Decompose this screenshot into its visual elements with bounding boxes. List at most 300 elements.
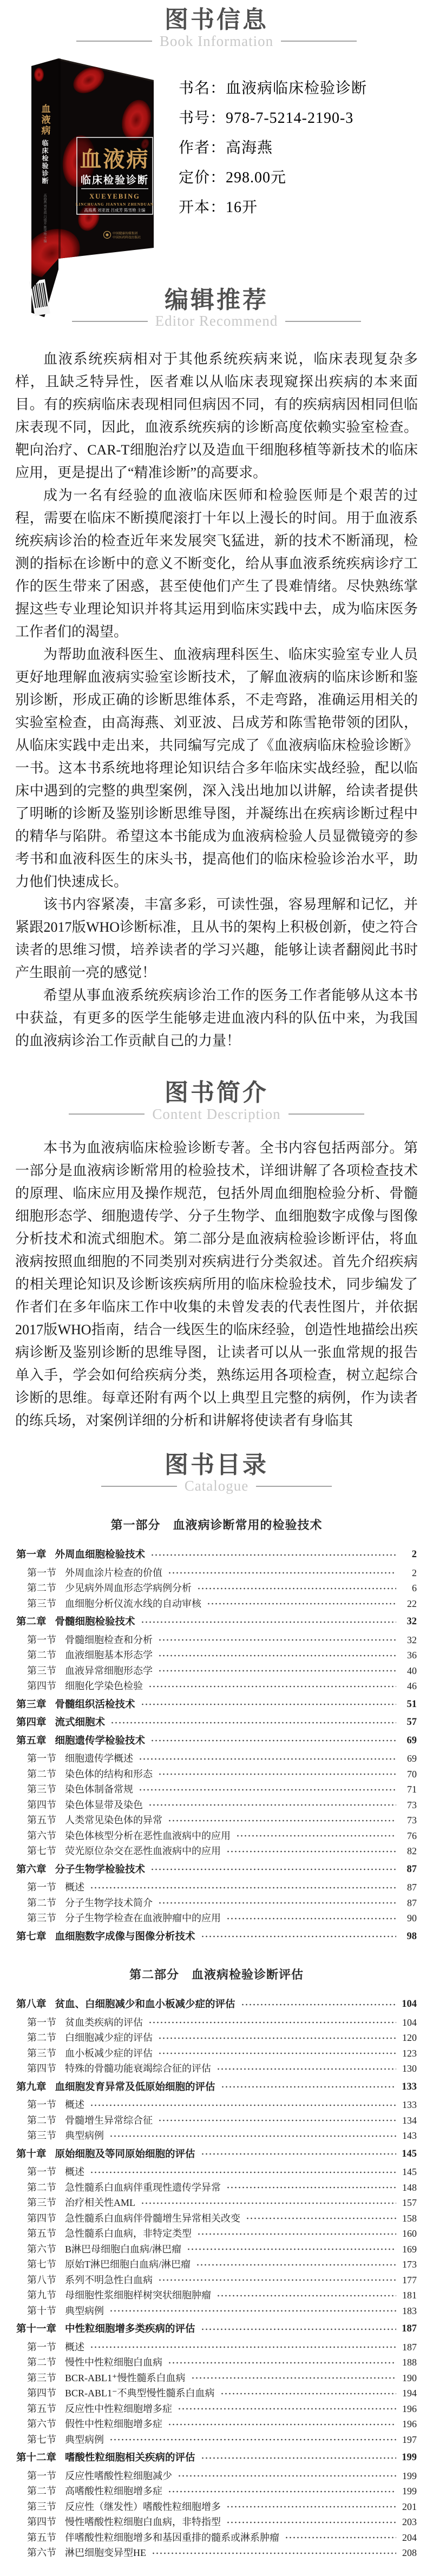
toc-dot-leader bbox=[220, 2388, 396, 2399]
toc-entry-page: 148 bbox=[402, 2182, 417, 2193]
toc-entry-label: 第二节 bbox=[27, 2114, 56, 2126]
toc-entry-page: 158 bbox=[402, 2212, 417, 2224]
toc-entry-title: 嗜酸性粒细胞相关疾病的评估 bbox=[65, 2452, 195, 2463]
toc-entry-title: 母细胞性浆细胞样树突状细胞肿瘤 bbox=[65, 2290, 211, 2301]
toc-entry-label: 第四节 bbox=[27, 2516, 56, 2528]
toc-dot-leader bbox=[150, 1864, 396, 1875]
toc-entry-page: 196 bbox=[402, 2419, 417, 2430]
toc-entry bbox=[16, 1929, 417, 1945]
toc-entry bbox=[16, 2164, 417, 2180]
toc-entry-page: 157 bbox=[402, 2197, 417, 2209]
toc-dot-leader bbox=[158, 2048, 396, 2059]
toc-entry bbox=[16, 2514, 417, 2530]
toc-dot-leader bbox=[152, 2548, 396, 2559]
toc-dot-leader bbox=[201, 2149, 396, 2159]
paragraph: 该书内容紧凑，丰富多彩，可读性强，容易理解和记忆，并紧跟2017版WHO诊断标准，且从书的架构上积极创新，使之符合读者的思维习惯，培养读者的学习兴趣，能够让读者翻阅此书时产生眼前一亮的感觉！ bbox=[15, 897, 418, 981]
toc-dot-leader bbox=[168, 2419, 396, 2430]
toc-entry-label: 第二节 bbox=[27, 1583, 56, 1594]
toc-entry-page: 87 bbox=[406, 1863, 417, 1875]
toc-entry bbox=[16, 2079, 417, 2095]
toc-entry bbox=[16, 2355, 417, 2370]
paragraph: 成为一名有经验的血液临床医师和检验医师是个艰苦的过程，需要在临床不断摸爬滚打十年以上漫长的时间。用于血液系统疾病诊治的检查近年来发展突飞猛进，新的技术不断涌现，检测的指标在诊断中的意义不断变化，给从事血液系统疾病诊疗工作的医生带来了困惑，甚至使他们产生了畏难情绪。尽快熟练掌握这些专业理论知识并将其运用到临床实践中去，成为临床医务工作者们的渴望。 bbox=[15, 487, 418, 640]
toc-entry-page: 190 bbox=[402, 2372, 417, 2383]
toc-entry bbox=[16, 2211, 417, 2226]
toc-entry-title: 染色体制备常规 bbox=[65, 1784, 133, 1795]
toc-entry-page: 22 bbox=[407, 1598, 417, 1609]
toc-entry-label: 第三节 bbox=[27, 2197, 56, 2209]
toc-entry-label: 第五节 bbox=[27, 2228, 56, 2239]
toc-dot-leader bbox=[158, 2275, 396, 2285]
toc-entry bbox=[16, 1596, 417, 1612]
catalogue-part-1-list bbox=[16, 1547, 417, 1944]
toc-entry-title: 外周血细胞检验技术 bbox=[55, 1549, 146, 1560]
toc-entry-page: 73 bbox=[407, 1815, 417, 1826]
toc-entry bbox=[16, 2416, 417, 2432]
toc-entry-label: 第八节 bbox=[27, 2274, 56, 2285]
toc-entry-title: 高嗜酸性粒细胞增多症 bbox=[65, 2486, 162, 2497]
toc-entry-label: 第三节 bbox=[27, 1598, 56, 1609]
toc-entry-title: 反应性（继发性）嗜酸性粒细胞增多 bbox=[65, 2501, 221, 2512]
toc-entry-page: 104 bbox=[402, 1999, 417, 2010]
toc-entry-label: 第二节 bbox=[27, 2486, 56, 2497]
toc-entry-title: 血细胞分析仪流水线的自动审核 bbox=[65, 1598, 201, 1609]
toc-entry-title: 概述 bbox=[65, 2099, 84, 2111]
book-field: 开本：16开 bbox=[179, 199, 258, 216]
catalogue-subtitle-row bbox=[0, 1478, 433, 1494]
toc-entry-page: 130 bbox=[402, 2063, 417, 2074]
toc-entry-title: 慢性嗜酸性粒细胞白血病，非特指型 bbox=[65, 2516, 221, 2528]
toc-entry-label: 第六节 bbox=[27, 2547, 56, 2559]
toc-entry-title: 骨髓增生异常综合征 bbox=[65, 2114, 153, 2126]
toc-entry bbox=[16, 1997, 417, 2012]
toc-entry-label: 第一节 bbox=[27, 2341, 56, 2353]
toc-entry-page: 133 bbox=[402, 2081, 417, 2092]
toc-entry-title: 外周血涂片检查的价值 bbox=[65, 1567, 162, 1578]
toc-entry-label: 第四节 bbox=[27, 1799, 56, 1810]
publisher-line-1: 中国健康传媒集团 bbox=[113, 232, 138, 235]
toc-entry-page: 160 bbox=[402, 2228, 417, 2239]
toc-entry-label: 第六节 bbox=[27, 1830, 56, 1841]
toc-dot-leader bbox=[148, 1800, 396, 1810]
toc-dot-leader bbox=[110, 1717, 396, 1728]
toc-dot-leader bbox=[191, 2373, 396, 2383]
toc-entry-title: 人类常见染色体的异常 bbox=[65, 1815, 162, 1826]
book-fields bbox=[179, 74, 367, 222]
toc-entry-page: 199 bbox=[402, 2486, 417, 2497]
toc-entry bbox=[16, 2450, 417, 2466]
toc-entry-page: 133 bbox=[402, 2099, 417, 2111]
publisher-line-2: 中国医药科技出版社 bbox=[113, 236, 141, 240]
toc-entry bbox=[16, 2226, 417, 2242]
toc-dot-leader bbox=[90, 1882, 396, 1893]
toc-entry-page: 2 bbox=[411, 1549, 417, 1560]
toc-entry-label: 第三节 bbox=[27, 2501, 56, 2512]
toc-entry bbox=[16, 1547, 417, 1563]
toc-entry bbox=[16, 1862, 417, 1877]
toc-entry-title: 骨髓细胞检验技术 bbox=[55, 1616, 135, 1628]
toc-entry-page: 87 bbox=[407, 1882, 417, 1893]
toc-entry-label: 第二节 bbox=[27, 1897, 56, 1908]
toc-entry-page: 2 bbox=[412, 1567, 417, 1578]
toc-entry-page: 87 bbox=[407, 1897, 417, 1908]
book-cover-art bbox=[25, 57, 159, 331]
toc-entry-page: 70 bbox=[407, 1768, 417, 1780]
toc-dot-leader bbox=[90, 2167, 396, 2178]
cover-pinyin-1: XUEYEBING bbox=[89, 192, 140, 200]
book-field: 书名：血液病临床检验诊断 bbox=[179, 80, 368, 97]
toc-dot-leader bbox=[158, 1650, 396, 1661]
catalogue-title-cn: 图书目录 bbox=[165, 1451, 268, 1478]
toc-entry-label: 第二节 bbox=[27, 1768, 56, 1780]
toc-entry-title: 染色体核型分析在恶性血液病中的应用 bbox=[65, 1830, 231, 1841]
toc-entry-label: 第三节 bbox=[27, 1665, 56, 1676]
toc-dot-leader bbox=[187, 2244, 396, 2255]
toc-entry bbox=[16, 1880, 417, 1895]
toc-entry-title: 反应性嗜酸性粒细胞减少 bbox=[65, 2470, 172, 2481]
toc-entry-page: 173 bbox=[402, 2259, 417, 2270]
toc-entry-title: 血液异常细胞形态学 bbox=[65, 1665, 153, 1676]
toc-entry-label: 第一节 bbox=[27, 1634, 56, 1645]
toc-entry bbox=[16, 2030, 417, 2046]
toc-dot-leader bbox=[201, 2453, 396, 2463]
toc-entry-title: 概述 bbox=[65, 1882, 84, 1893]
cover-subtitle: 临床检验诊断 bbox=[80, 174, 149, 186]
spine-authors: 高海燕 刘亚波 吕成芳 陈雪艳 主编 bbox=[43, 193, 46, 243]
toc-dot-leader bbox=[139, 1784, 396, 1795]
toc-entry-title: 原始T淋巴细胞白血病/淋巴瘤 bbox=[65, 2259, 191, 2270]
toc-entry-title: 白细胞减少症的评估 bbox=[65, 2032, 153, 2044]
toc-entry-label: 第五节 bbox=[27, 1815, 56, 1826]
toc-entry-label: 第一章 bbox=[16, 1549, 47, 1560]
toc-dot-leader bbox=[158, 2033, 396, 2044]
paragraph: 为帮助血液科医生、血液病理科医生、临床实验室专业人员更好地理解血液病实验室诊断技术，了解血液病的临床诊断和鉴别诊断，形成正确的诊断思维体系，不走弯路，准确运用相关的实验室检查，由高海燕、刘亚波、吕成芳和陈雪艳带领的团队，从临床实践中走出来，共同编写完成了《血液病临床检验诊断》一书。这本书系统地将理论知识结合多年临床实战经验，配以临床中遇到的完整的典型案例，深入浅出地加以讲解，给读者提供了明晰的诊断及鉴别诊断思维导图，并凝练出在疾病诊断过程中的精华与陷阱。希望这本书能成为血液病检验人员显微镜旁的参考书和血液科医生的床头书，提高他们的临床检验诊治水平，助力他们快速成长。 bbox=[15, 647, 418, 890]
toc-entry-title: 荧光原位杂交在恶性血液病中的应用 bbox=[65, 1846, 221, 1857]
toc-entry bbox=[16, 2128, 417, 2144]
toc-entry-label: 第八章 bbox=[16, 1998, 47, 2010]
content-description-paragraphs bbox=[15, 1137, 418, 1432]
toc-entry-title: 中性粒细胞增多类疾病的评估 bbox=[65, 2323, 195, 2335]
toc-entry-page: 204 bbox=[402, 2532, 417, 2543]
toc-entry-label: 第四节 bbox=[27, 2388, 56, 2399]
toc-dot-leader bbox=[141, 1699, 396, 1710]
toc-entry bbox=[16, 2061, 417, 2077]
toc-entry-title: 概述 bbox=[65, 2166, 84, 2178]
toc-dot-leader bbox=[226, 1846, 396, 1857]
toc-entry bbox=[16, 1751, 417, 1767]
toc-entry-title: 血液细胞基本形态学 bbox=[65, 1650, 153, 1661]
toc-entry bbox=[16, 1733, 417, 1749]
toc-entry-label: 第十节 bbox=[27, 2305, 56, 2316]
book-info-title-cn: 图书信息 bbox=[165, 6, 268, 33]
toc-dot-leader bbox=[197, 2229, 396, 2239]
toc-entry bbox=[16, 1614, 417, 1630]
toc-dot-leader bbox=[201, 2324, 396, 2335]
toc-entry-label: 第四节 bbox=[27, 1681, 56, 1692]
toc-entry bbox=[16, 1910, 417, 1926]
toc-entry bbox=[16, 2146, 417, 2162]
catalogue-title-en: Catalogue bbox=[184, 1478, 249, 1494]
content-description-title-en: Content Description bbox=[152, 1105, 281, 1122]
toc-dot-leader bbox=[216, 2064, 396, 2074]
catalogue-part-2-title: 第二部分 血液病检验诊断评估 bbox=[129, 1968, 304, 1982]
toc-dot-leader bbox=[246, 2213, 396, 2224]
cover-authors: 高海燕 刘亚波 吕成芳 陈雪艳 主编 bbox=[84, 207, 146, 213]
toc-dot-leader bbox=[158, 1898, 396, 1908]
toc-entry-label: 第三章 bbox=[16, 1698, 47, 1710]
toc-dot-leader bbox=[178, 2403, 396, 2414]
book-info-title-en: Book Information bbox=[159, 32, 274, 49]
bottom-spacer bbox=[0, 2561, 433, 2576]
toc-entry-label: 第三节 bbox=[27, 2372, 56, 2383]
toc-entry-label: 第二节 bbox=[27, 1650, 56, 1661]
toc-entry-label: 第五节 bbox=[27, 2403, 56, 2414]
content-description-subtitle-row bbox=[0, 1106, 433, 1123]
toc-entry-page: 71 bbox=[407, 1784, 417, 1795]
toc-dot-leader bbox=[150, 1735, 396, 1746]
book-field: 作者：高海燕 bbox=[179, 139, 273, 156]
toc-entry-label: 第二节 bbox=[27, 2182, 56, 2193]
toc-entry bbox=[16, 1797, 417, 1813]
toc-entry bbox=[16, 2483, 417, 2499]
divider-line bbox=[285, 321, 361, 322]
toc-entry-title: 系列不明急性白血病 bbox=[65, 2274, 153, 2285]
toc-entry-page: 32 bbox=[406, 1616, 417, 1628]
toc-entry-page: 123 bbox=[402, 2047, 417, 2059]
toc-entry-label: 第一节 bbox=[27, 2470, 56, 2481]
book-field: 定价：298.00元 bbox=[179, 169, 287, 186]
toc-entry-page: 201 bbox=[402, 2501, 417, 2512]
toc-entry bbox=[16, 2386, 417, 2401]
toc-entry-title: B淋巴母细胞白血病/淋巴瘤 bbox=[65, 2243, 182, 2255]
book-cover bbox=[25, 57, 159, 331]
toc-dot-leader bbox=[236, 1830, 396, 1841]
toc-entry-title: 分子生物学检查在血液肿瘤中的应用 bbox=[65, 1913, 221, 1924]
toc-entry-title: 血细胞发育异常及低原始细胞的评估 bbox=[55, 2080, 215, 2092]
toc-entry-page: 98 bbox=[406, 1931, 417, 1942]
toc-entry bbox=[16, 2242, 417, 2257]
toc-dot-leader bbox=[226, 2517, 396, 2528]
divider-line bbox=[69, 1114, 145, 1115]
toc-entry-label: 第五章 bbox=[16, 1734, 47, 1746]
toc-entry-page: 208 bbox=[402, 2547, 417, 2559]
toc-entry-title: 贫血、白细胞减少和血小板减少症的评估 bbox=[55, 1998, 235, 2010]
toc-entry-title: 少见病外周血形态学病例分析 bbox=[65, 1583, 192, 1594]
toc-entry-label: 第一节 bbox=[27, 1882, 56, 1893]
toc-dot-leader bbox=[141, 2198, 396, 2209]
toc-dot-leader bbox=[109, 2131, 396, 2142]
toc-entry-title: 伴嗜酸性粒细胞增多和基因重排的髓系或淋系肿瘤 bbox=[65, 2532, 279, 2543]
toc-entry bbox=[16, 2401, 417, 2417]
divider-line bbox=[281, 41, 357, 42]
toc-entry-label: 第三节 bbox=[27, 1913, 56, 1924]
toc-entry-title: 染色体显带及染色 bbox=[65, 1799, 143, 1810]
toc-entry-page: 197 bbox=[402, 2434, 417, 2445]
toc-entry-label: 第一节 bbox=[27, 1567, 56, 1578]
toc-entry-label: 第五节 bbox=[27, 2532, 56, 2543]
toc-entry bbox=[16, 1895, 417, 1911]
toc-entry bbox=[16, 2195, 417, 2211]
toc-entry-page: 196 bbox=[402, 2403, 417, 2414]
toc-entry bbox=[16, 1828, 417, 1844]
toc-entry-title: 慢性中性粒细胞白血病 bbox=[65, 2357, 162, 2368]
toc-dot-leader bbox=[90, 2342, 396, 2353]
divider-line bbox=[101, 1486, 177, 1487]
toc-entry bbox=[16, 2370, 417, 2386]
toc-entry bbox=[16, 2530, 417, 2546]
toc-entry bbox=[16, 2468, 417, 2484]
toc-dot-leader bbox=[150, 1550, 396, 1560]
toc-entry bbox=[16, 2113, 417, 2129]
toc-dot-leader bbox=[158, 1635, 396, 1645]
toc-entry-page: 120 bbox=[402, 2032, 417, 2044]
toc-entry bbox=[16, 2321, 417, 2337]
toc-entry bbox=[16, 2046, 417, 2061]
divider-line bbox=[76, 41, 152, 42]
toc-entry-title: 分子生物学检验技术 bbox=[55, 1863, 146, 1875]
cover-pinyin-2: LINCHUANG JIANYAN ZHENDUAN bbox=[76, 202, 154, 207]
toc-entry-page: 73 bbox=[407, 1799, 417, 1810]
toc-dot-leader bbox=[168, 1567, 396, 1578]
toc-entry bbox=[16, 2272, 417, 2288]
toc-entry-label: 第三节 bbox=[27, 2047, 56, 2059]
toc-entry-page: 69 bbox=[406, 1735, 417, 1746]
cover-title: 血液病 bbox=[80, 147, 150, 172]
toc-entry-label: 第九章 bbox=[16, 2080, 47, 2092]
toc-dot-leader bbox=[168, 2357, 396, 2368]
toc-entry-label: 第七节 bbox=[27, 1846, 56, 1857]
book-info-header bbox=[0, 6, 433, 50]
toc-entry-title: 细胞遗传学检验技术 bbox=[55, 1734, 146, 1746]
toc-entry bbox=[16, 2303, 417, 2319]
toc-entry-label: 第二章 bbox=[16, 1616, 47, 1628]
toc-entry-page: 104 bbox=[402, 2017, 417, 2028]
toc-entry bbox=[16, 1678, 417, 1694]
toc-dot-leader bbox=[197, 1583, 396, 1594]
toc-entry-page: 187 bbox=[402, 2323, 417, 2335]
toc-entry bbox=[16, 1813, 417, 1828]
toc-entry-label: 第一节 bbox=[27, 1753, 56, 1764]
toc-entry-page: 6 bbox=[412, 1583, 417, 1594]
toc-entry-label: 第十章 bbox=[16, 2147, 47, 2159]
toc-dot-leader bbox=[158, 1769, 396, 1780]
top-spacer bbox=[0, 0, 433, 6]
toc-entry-label: 第四节 bbox=[27, 2212, 56, 2224]
toc-entry-title: 原始细胞及等同原始细胞的评估 bbox=[55, 2147, 195, 2159]
toc-entry-title: 假性中性粒细胞增多症 bbox=[65, 2419, 162, 2430]
toc-entry bbox=[16, 2432, 417, 2448]
toc-entry-label: 第一节 bbox=[27, 2166, 56, 2178]
toc-dot-leader bbox=[148, 1681, 396, 1692]
book-info-section bbox=[0, 55, 433, 287]
spine-title: 血液病 bbox=[40, 103, 50, 136]
toc-dot-leader bbox=[226, 2501, 396, 2512]
spine-fold-shadow bbox=[58, 58, 61, 259]
toc-entry bbox=[16, 2015, 417, 2031]
toc-entry-label: 第十一章 bbox=[16, 2323, 57, 2335]
divider-line bbox=[288, 1114, 364, 1115]
toc-entry bbox=[16, 2180, 417, 2196]
toc-dot-leader bbox=[90, 2100, 396, 2111]
book-info-subtitle-row bbox=[0, 33, 433, 50]
toc-entry-title: 贫血类疾病的评估 bbox=[65, 2017, 143, 2028]
toc-dot-leader bbox=[141, 1617, 396, 1628]
toc-entry-title: BCR-ABL1⁺慢性髓系白血病 bbox=[65, 2372, 186, 2383]
toc-entry-label: 第七节 bbox=[27, 2259, 56, 2270]
toc-dot-leader bbox=[148, 2017, 396, 2028]
toc-entry bbox=[16, 1648, 417, 1663]
toc-entry-title: 急性髓系白血病伴重现性遗传学异常 bbox=[65, 2182, 221, 2193]
divider-line bbox=[256, 1486, 332, 1487]
toc-entry bbox=[16, 1782, 417, 1797]
toc-dot-leader bbox=[216, 2290, 396, 2301]
toc-entry-page: 183 bbox=[402, 2305, 417, 2316]
toc-entry-label: 第二节 bbox=[27, 2032, 56, 2044]
toc-dot-leader bbox=[168, 1815, 396, 1826]
editor-recommend-title-en: Editor Recommend bbox=[155, 313, 278, 330]
toc-entry-label: 第十二章 bbox=[16, 2452, 57, 2463]
toc-entry-title: 染色体的结构和形态 bbox=[65, 1768, 153, 1780]
toc-entry bbox=[16, 1565, 417, 1581]
toc-entry-label: 第六章 bbox=[16, 1863, 47, 1875]
toc-entry bbox=[16, 2499, 417, 2515]
toc-dot-leader bbox=[196, 2259, 396, 2270]
blood-cell bbox=[34, 68, 44, 82]
toc-dot-leader bbox=[168, 2486, 396, 2497]
toc-dot-leader bbox=[226, 1913, 396, 1924]
toc-entry-title: 典型病例 bbox=[65, 2434, 104, 2445]
toc-entry-label: 第六节 bbox=[27, 2419, 56, 2430]
toc-entry bbox=[16, 1843, 417, 1859]
toc-entry-page: 194 bbox=[402, 2388, 417, 2399]
toc-entry-label: 第七节 bbox=[27, 2434, 56, 2445]
toc-dot-leader bbox=[158, 1665, 396, 1676]
toc-entry-page: 169 bbox=[402, 2243, 417, 2255]
cover-title-box bbox=[76, 137, 154, 214]
editor-recommend-paragraphs bbox=[15, 348, 418, 1052]
toc-dot-leader bbox=[139, 1754, 396, 1764]
toc-dot-leader bbox=[109, 2305, 396, 2316]
toc-entry-title: 典型病例 bbox=[65, 2305, 104, 2316]
toc-entry bbox=[16, 2257, 417, 2272]
toc-entry-page: 36 bbox=[407, 1650, 417, 1661]
toc-entry-page: 199 bbox=[402, 2470, 417, 2481]
toc-entry bbox=[16, 1632, 417, 1648]
toc-entry-label: 第一节 bbox=[27, 2017, 56, 2028]
spine-subtitle: 临床检验诊断 bbox=[41, 139, 49, 185]
paragraph: 血液系统疾病相对于其他系统疾病来说，临床表现复杂多样，且缺乏特异性，医者难以从临床表现窥探出疾病的本来面目。有的疾病临床表现相同但病因不同，有的疾病病因相同但临床表现不同，因此，血液系统疾病的诊断高度依赖实验室检查。靶向治疗、CAR-T细胞治疗以及造血干细胞移植等新技术的临床应用，更是提出了“精准诊断”的高要求。 bbox=[15, 351, 418, 481]
toc-entry bbox=[16, 1580, 417, 1596]
toc-dot-leader bbox=[241, 1999, 396, 2010]
toc-entry bbox=[16, 2288, 417, 2303]
toc-entry-title: 骨髓组织活检技术 bbox=[55, 1698, 135, 1710]
toc-dot-leader bbox=[109, 2434, 396, 2445]
toc-entry-label: 第九节 bbox=[27, 2290, 56, 2301]
toc-entry-title: 急性髓系白血病伴骨髓增生异常相关改变 bbox=[65, 2212, 240, 2224]
toc-dot-leader bbox=[226, 2182, 396, 2193]
toc-entry-label: 第三节 bbox=[27, 2130, 56, 2142]
paragraph: 本书为血液病临床检验诊断专著。全书内容包括两部分。第一部分是血液病诊断常用的检验技术，详细讲解了各项检查技术的原理、临床应用及操作规范，包括外周血细胞检验分析、骨髓细胞形态学、细胞遗传学、分子生物学、血细胞数字成像与图像分析技术和流式细胞术。第二部分是血液病检验诊断评估，将血液病按照血细胞的不同类别对疾病进行分类叙述。首先介绍疾病的相关理论知识及诊断该疾病所用的临床检验技术，同步编发了作者们在多年临床工作中收集的未曾发表的代表性图片，并依据2017版WHO指南，结合一线医生的临床经验，创造性地描绘出疾病诊断及鉴别诊断的思维导图，让读者可以从一张血常规的报告单入手，学会如何给疾病分类，熟练运用各项检查，树立起综合诊断的思维。每章还附有两个以上典型且完整的病例，作为读者的练兵场，对案例详细的分析和讲解将使读者有身临其 bbox=[15, 1139, 418, 1428]
toc-entry-page: 69 bbox=[407, 1753, 417, 1764]
toc-entry-label: 第四章 bbox=[16, 1716, 47, 1728]
toc-entry-page: 199 bbox=[402, 2452, 417, 2463]
toc-entry-label: 第六节 bbox=[27, 2243, 56, 2255]
toc-entry-label: 第七章 bbox=[16, 1930, 47, 1942]
toc-entry bbox=[16, 2097, 417, 2113]
toc-entry-title: BCR-ABL1⁻不典型慢性髓系白血病 bbox=[65, 2388, 215, 2399]
toc-entry-title: 分子生物学技术简介 bbox=[65, 1897, 153, 1908]
toc-entry-page: 188 bbox=[402, 2357, 417, 2368]
toc-entry-title: 细胞遗传学概述 bbox=[65, 1753, 133, 1764]
